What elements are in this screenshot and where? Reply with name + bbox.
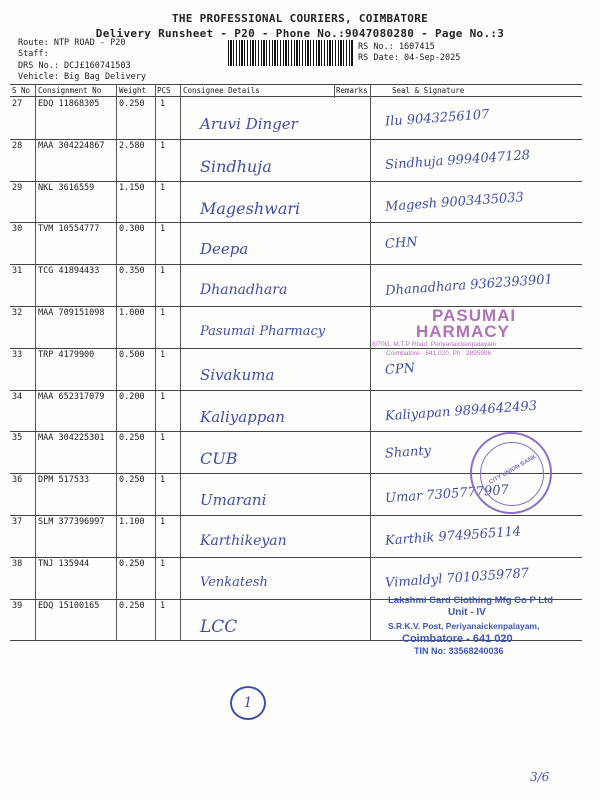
row-pcs: 1 [160,349,166,360]
row-pcs: 1 [160,182,166,193]
row-pcs: 1 [160,558,166,569]
row-weight: 0.250 [119,433,145,444]
row-sno: 27 [12,99,23,109]
row-consignment-no: SLM 377396997 [38,517,105,527]
drs-number: DRS No.: DCJ£160741503 [18,61,131,71]
consignee-handwriting: Umarani [200,491,267,510]
row-pcs: 1 [160,391,166,402]
consignee-handwriting: Venkatesh [200,574,268,590]
signature-handwriting: Vimaldyl 7010359787 [384,565,530,591]
signature-handwriting: Magesh 9003435033 [384,189,525,215]
col-pcs: PCS [157,86,171,95]
consignee-handwriting: Karthikeyan [200,533,287,549]
consignee-handwriting: CUB [200,449,238,469]
row-consignment-no: TVM 10554777 [38,224,100,235]
page-mark: 3/6 [530,770,550,784]
row-pcs: 1 [160,433,166,444]
runsheet-title: Delivery Runsheet - P20 - Phone No.:9047080280 - Page No.:3 [95,27,505,40]
row-divider [10,181,582,182]
consignee-handwriting: Pasumai Pharmacy [200,324,326,339]
row-sno: 31 [12,266,23,277]
row-consignment-no: MAA 304224867 [38,140,105,151]
company-stamp-line5: TIN No: 33568240036 [414,646,504,656]
row-sno: 37 [12,517,23,527]
row-sno: 38 [12,558,23,569]
signature-handwriting: CPN [384,360,416,378]
signature-handwriting: Karthik 9749565114 [384,524,522,549]
row-weight: 0.250 [119,475,145,486]
row-weight: 0.250 [119,99,145,109]
row-consignment-no: MAA 652317079 [38,391,105,402]
row-pcs: 1 [160,99,166,109]
rs-number: RS No.: 1607415 [358,42,435,52]
company-stamp-line2: Unit - IV [448,607,486,618]
col-weight: Weight [119,86,147,95]
consignee-handwriting: LCC [200,616,238,637]
row-weight: 1.100 [119,517,145,527]
row-weight: 2.580 [119,140,145,151]
col-remarks: Remarks [336,86,368,95]
row-pcs: 1 [160,475,166,486]
col-seal: Seal & Signature [392,86,465,95]
signature-handwriting: CHN [384,235,419,253]
row-weight: 0.300 [119,224,145,235]
barcode [228,40,354,66]
pasumai-stamp-city: Coimbatore - 641 020. Ph : 2895906 [386,350,492,357]
consignee-handwriting: Aruvi Dinger [200,115,298,133]
row-consignment-no: EDQ 11868305 [38,99,100,109]
row-sno: 33 [12,349,23,360]
row-divider [10,557,582,558]
row-sno: 35 [12,433,23,444]
row-consignment-no: EDQ 15100165 [38,600,100,611]
consignee-handwriting: Sivakuma [200,365,275,384]
pasumai-stamp-sub: HARMACY [416,322,510,341]
row-pcs: 1 [160,308,166,318]
route-label: Route: NTP ROAD - P20 [18,38,126,48]
vehicle-label: Vehicle: Big Bag Delivery [18,72,146,82]
circled-mark: 1 [230,686,266,720]
row-consignment-no: MAA 709151098 [38,308,105,318]
row-pcs: 1 [160,140,166,151]
signature-handwriting: Dhanadhara 9362393901 [384,272,554,300]
company-stamp-line4: Coimbatore - 641 020 [402,633,513,645]
row-weight: 0.500 [119,349,145,360]
row-pcs: 1 [160,517,166,527]
consignee-handwriting: Kaliyappan [200,407,285,426]
row-divider [10,264,582,265]
row-consignment-no: TNJ 135944 [38,558,90,569]
row-sno: 39 [12,600,23,611]
consignee-handwriting: Sindhuja [200,156,272,176]
consignee-handwriting: Mageshwari [200,198,301,218]
row-sno: 34 [12,391,23,402]
row-weight: 0.250 [119,600,145,611]
col-consignment: Consignment No [38,86,102,95]
row-divider [10,515,582,516]
row-weight: 0.350 [119,266,145,277]
row-sno: 29 [12,182,23,193]
row-consignment-no: DPM 517533 [38,475,90,486]
company-title: THE PROFESSIONAL COURIERS, COIMBATORE [171,12,429,25]
row-sno: 32 [12,308,23,318]
row-consignment-no: NKL 3616559 [38,182,95,193]
row-sno: 28 [12,140,23,151]
row-weight: 0.200 [119,391,145,402]
row-divider [10,390,582,391]
row-weight: 1.000 [119,308,145,318]
row-sno: 36 [12,475,23,486]
signature-handwriting: Kaliyapan 9894642493 [384,398,538,424]
company-stamp-line3: S.R.K.V. Post, Periyanaickenpalayam, [388,621,540,631]
signature-handwriting: Shanty [384,443,432,462]
rs-date: RS Date: 04-Sep-2025 [358,53,461,63]
row-divider [10,431,582,432]
round-bank-stamp [470,432,552,514]
row-weight: 1.150 [119,182,145,193]
row-pcs: 1 [160,224,166,235]
consignee-handwriting: Deepa [200,240,249,259]
signature-handwriting: Ilu 9043256107 [384,107,490,130]
col-sno: S No [12,86,31,95]
row-consignment-no: TCG 41894433 [38,266,100,277]
row-pcs: 1 [160,600,166,611]
row-weight: 0.250 [119,558,145,569]
pasumai-stamp-address: 8/70G, M.T.P Road, Periyanaickenpalayam [372,341,497,348]
pasumai-stamp-name: PASUMAI [432,306,517,325]
row-pcs: 1 [160,266,166,277]
staff-label: Staff: [18,49,49,59]
signature-handwriting: Sindhuja 9994047128 [384,147,531,173]
row-divider [10,139,582,140]
round-stamp-text: CITY UNION BANK [488,454,538,486]
col-consignee: Consignee Details [183,86,260,95]
row-divider [10,348,582,349]
row-divider [10,222,582,223]
row-consignment-no: MAA 304225301 [38,433,105,444]
consignee-handwriting: Dhanadhara [200,282,288,299]
row-consignment-no: TRP 4179900 [38,349,95,360]
company-stamp-line1: Lakshmi Card Clothing Mfg Co P Ltd [388,595,554,606]
signature-handwriting: Umar 7305777907 [384,482,510,507]
row-sno: 30 [12,224,23,235]
